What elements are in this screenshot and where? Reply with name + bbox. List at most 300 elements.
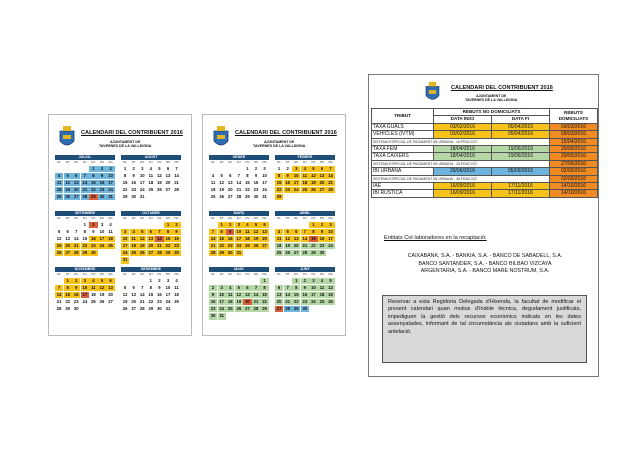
table-row [372, 183, 598, 190]
table-cell: 15/04/2016 [550, 138, 598, 145]
table-cell: TAXA GUALS [372, 123, 434, 130]
calendar-day: 6 [318, 166, 326, 172]
calendar-day: 5 [235, 285, 243, 291]
weekday-label: DC [140, 272, 145, 276]
calendar-day: 25 [227, 306, 233, 312]
calendar-day: 22 [245, 187, 250, 193]
calendar-day: 14 [236, 179, 242, 185]
month-title: AGOST [121, 155, 181, 160]
calendar-day: 19 [285, 243, 290, 249]
calendar-day: 11 [210, 179, 216, 185]
calendar-day: 26 [99, 299, 105, 305]
calendar-day: 15 [219, 235, 224, 241]
weekday-label: DG [262, 160, 267, 164]
calendar-day: 24 [165, 299, 171, 305]
calendar-day: 1 [123, 165, 127, 171]
calendar-day: 11 [245, 228, 250, 234]
weekday-label: DG [328, 160, 333, 164]
calendar-day: 19 [56, 243, 62, 249]
table-cell: 03/02/2016 [434, 123, 492, 130]
calendar-day: 12 [56, 235, 62, 241]
weekday-label: DS [254, 216, 258, 220]
calendar-day: 1 [309, 222, 317, 228]
calendar-day: 26 [157, 187, 162, 193]
calendar-day: 18 [319, 291, 325, 297]
calendar-day: 3 [309, 278, 317, 284]
month-title: DESEMBRE [121, 267, 181, 272]
month-calendar [121, 211, 181, 263]
calendar-day: 29 [148, 306, 154, 312]
calendar-day: 13 [73, 179, 79, 185]
calendar-day: 11 [276, 235, 282, 241]
calendar-page-second-half [48, 114, 192, 336]
month-title: MAIG [209, 267, 269, 272]
calendar-day: 11 [131, 235, 136, 241]
calendar-day: 4 [275, 229, 283, 235]
weekday-label: DT [131, 160, 136, 164]
calendar-day: 1 [164, 222, 172, 228]
calendar-day: 12 [157, 172, 162, 178]
calendar-day: 27 [227, 194, 233, 200]
calendar-day: 1 [149, 277, 152, 283]
calendar-day: 29 [311, 250, 316, 256]
calendar-day: 21 [236, 187, 242, 193]
empty-day [155, 222, 163, 228]
weekday-label: DL [57, 272, 61, 276]
calendar-day: 24 [99, 243, 105, 249]
calendar-day: 23 [285, 187, 290, 193]
month-calendar [209, 267, 269, 319]
page-header [55, 119, 185, 157]
table-cell: 14/10/2016 [550, 190, 598, 197]
calendar-day: 28 [82, 194, 88, 200]
table-cell: 16/09/2016 [434, 183, 492, 190]
calendar-day: 30 [253, 194, 259, 200]
calendar-day: 13 [293, 235, 299, 241]
calendar-day: 13 [65, 235, 70, 241]
calendar-day: 6 [132, 284, 135, 290]
weekday-label: DL [211, 160, 215, 164]
calendar-day: 5 [309, 166, 317, 172]
calendar-day: 31 [108, 194, 113, 200]
calendar-day: 28 [210, 250, 216, 256]
table-row [372, 160, 598, 167]
calendar-day: 17 [219, 299, 224, 305]
empty-day [226, 166, 234, 172]
calendar-day: 8 [83, 228, 86, 234]
empty-day [226, 278, 234, 284]
calendar-day: 19 [99, 291, 105, 297]
weekday-label: DS [254, 160, 258, 164]
calendar-day: 25 [91, 299, 96, 305]
calendar-day: 22 [82, 243, 88, 249]
calendar-day: 12 [139, 235, 145, 241]
calendar-day: 3 [141, 165, 144, 171]
calendar-day: 12 [122, 291, 128, 297]
calendar-day: 8 [218, 229, 226, 235]
table-cell: 18/04/2016 [434, 153, 492, 160]
calendar-day: 31 [165, 306, 171, 312]
bank-line: BANCO SANTANDER, S.A. - BANCO BILBAO VIZCAYA [418, 260, 552, 267]
table-cell: 19/06/2016 [491, 153, 549, 160]
month-title: JULIOL [55, 155, 115, 160]
empty-day [209, 166, 217, 172]
calendar-day: 13 [319, 172, 325, 178]
calendar-day: 15 [262, 291, 267, 297]
empty-day [301, 222, 309, 228]
weekday-label: DC [74, 272, 79, 276]
calendar-day: 29 [293, 306, 299, 312]
calendar-day: 4 [175, 277, 178, 283]
calendar-day: 23 [99, 187, 105, 193]
calendar-day: 15 [245, 179, 250, 185]
calendar-day: 12 [65, 179, 70, 185]
empty-day [209, 222, 217, 228]
calendar-day: 19 [219, 187, 224, 193]
calendar-day: 25 [276, 250, 282, 256]
calendar-day: 25 [148, 187, 154, 193]
month-calendar [209, 211, 269, 263]
weekday-label: DL [211, 272, 215, 276]
weekday-label: DG [328, 216, 333, 220]
weekday-label: DJ [149, 160, 153, 164]
month-calendar [55, 267, 115, 319]
weekday-label: DC [294, 272, 299, 276]
month-calendar [275, 155, 335, 207]
calendar-day: 10 [99, 228, 105, 234]
empty-day [147, 222, 155, 228]
calendar-day: 29 [165, 250, 171, 256]
calendar-day: 6 [292, 229, 300, 235]
calendar-day: 26 [139, 250, 145, 256]
empty-day [284, 222, 292, 228]
calendar-day: 5 [158, 165, 161, 171]
table-cell: 17/11/2016 [491, 190, 549, 197]
table-row [372, 168, 598, 175]
calendar-day: 10 [293, 172, 299, 178]
weekday-label: DL [123, 160, 127, 164]
empty-day [55, 166, 63, 172]
calendar-day: 4 [318, 278, 326, 284]
calendar-day: 10 [262, 172, 267, 178]
calendar-day: 28 [236, 194, 242, 200]
weekday-label: DC [294, 216, 299, 220]
calendar-day: 14 [328, 172, 333, 178]
table-row [372, 131, 598, 138]
weekday-label: DC [74, 160, 79, 164]
calendar-day: 4 [89, 278, 97, 284]
calendar-day: 1 [218, 222, 226, 228]
calendar-day: 16 [227, 235, 233, 241]
weekday-label: DG [174, 272, 179, 276]
calendar-day: 9 [301, 285, 309, 291]
calendar-day: 19 [311, 179, 316, 185]
calendar-day: 22 [165, 243, 171, 249]
calendar-day: 31 [262, 194, 267, 200]
calendar-day: 5 [252, 222, 260, 228]
calendar-day: 11 [302, 172, 308, 178]
calendar-day: 29 [65, 306, 70, 312]
calendar-day: 3 [166, 277, 170, 283]
calendar-day: 20 [73, 187, 79, 193]
empty-day [81, 166, 89, 172]
calendar-day: 31 [122, 257, 128, 263]
calendar-day: 17 [293, 179, 299, 185]
calendar-day: 14 [174, 172, 179, 178]
calendar-day: 2 [286, 165, 289, 171]
calendar-day: 1 [89, 166, 97, 172]
coat-of-arms-icon [58, 125, 76, 149]
tax-schedule-table [371, 108, 598, 198]
weekday-label: DV [311, 272, 316, 276]
calendar-day: 20 [108, 291, 113, 297]
calendar-day: 5 [123, 284, 127, 290]
calendar-day: 4 [226, 285, 234, 291]
weekday-label: DL [57, 216, 61, 220]
calendar-day: 30 [157, 306, 162, 312]
empty-day [275, 222, 283, 228]
calendar-day: 24 [139, 187, 145, 193]
calendar-day: 27 [319, 187, 325, 193]
calendar-day: 13 [262, 228, 267, 234]
weekday-label: DT [131, 272, 136, 276]
calendar-day: 28 [328, 187, 333, 193]
calendar-day: 2 [254, 165, 258, 171]
calendar-day: 1 [260, 278, 268, 284]
calendar-day: 9 [254, 172, 258, 178]
calendar-day: 26 [56, 250, 62, 256]
calendar-day: 7 [326, 166, 334, 172]
empty-day [130, 278, 138, 284]
page-header [369, 75, 598, 107]
calendar-day: 23 [227, 243, 233, 249]
weekday-label: DC [228, 160, 233, 164]
table-cell: 09/03/2016 [550, 131, 598, 138]
calendar-day: 6 [260, 222, 268, 228]
calendar-day: 29 [91, 194, 96, 200]
table-cell: 17/11/2016 [491, 183, 549, 190]
weekday-label: DV [91, 160, 96, 164]
table-cell: 05/04/2016 [491, 131, 549, 138]
calendar-day: 7 [75, 228, 78, 234]
calendar-day: 19 [236, 299, 242, 305]
weekday-label: DJ [303, 272, 307, 276]
page-subtitle [465, 94, 517, 103]
weekday-label: DS [166, 216, 170, 220]
weekday-label: DJ [237, 160, 241, 164]
calendar-day: 21 [253, 299, 259, 305]
month-grid [121, 273, 181, 312]
empty-day [55, 278, 63, 284]
calendar-day: 1 [64, 278, 72, 284]
table-row [372, 190, 598, 197]
calendar-day: 24 [328, 243, 333, 249]
weekday-label: DV [91, 272, 96, 276]
calendar-day: 14 [73, 235, 79, 241]
calendar-day: 10 [219, 291, 224, 297]
subtitle-line-1: AJUNTAMENT DE [263, 140, 295, 144]
calendar-day: 20 [319, 179, 325, 185]
calendar-day: 10 [139, 172, 145, 178]
weekday-label: DT [219, 272, 224, 276]
calendar-day: 11 [319, 284, 325, 290]
subtitle-line-1: AJUNTAMENT DE [475, 94, 507, 98]
weekday-label: DJ [237, 216, 241, 220]
month-title: FEBRER [275, 155, 335, 160]
calendar-day: 13 [148, 235, 154, 241]
calendar-day: 22 [65, 299, 70, 305]
weekday-label: DT [219, 216, 224, 220]
calendar-day: 10 [328, 228, 333, 234]
calendar-day: 7 [141, 284, 144, 290]
empty-day [235, 166, 243, 172]
calendar-day: 10 [82, 284, 88, 290]
weekday-label: DS [166, 160, 170, 164]
table-cell: 19/06/2016 [491, 146, 549, 153]
empty-day [292, 222, 300, 228]
calendar-day: 19 [65, 187, 70, 193]
weekday-label: DT [285, 216, 290, 220]
calendar-day: 21 [56, 299, 62, 305]
calendar-day: 16 [319, 235, 325, 241]
calendar-day: 23 [131, 187, 136, 193]
calendar-day: 7 [252, 285, 260, 291]
calendar-day: 9 [318, 229, 326, 235]
weekday-label: DV [157, 160, 162, 164]
calendar-day: 9 [92, 228, 95, 234]
calendar-day: 7 [237, 172, 240, 178]
month-grid [55, 161, 115, 200]
weekday-label: DJ [237, 272, 241, 276]
calendar-day: 14 [285, 291, 290, 297]
calendar-day: 12 [99, 284, 105, 290]
calendar-day: 23 [73, 299, 79, 305]
calendar-day: 5 [57, 228, 61, 234]
calendar-day: 10 [108, 172, 113, 178]
weekday-label: DG [108, 216, 113, 220]
calendar-day: 24 [293, 187, 299, 193]
calendar-day: 22 [262, 299, 267, 305]
calendar-day: 27 [293, 250, 299, 256]
month-grid [209, 217, 269, 256]
tax-info-page [368, 74, 599, 377]
calendar-day: 27 [148, 250, 154, 256]
header-domiciliats: REBUTS DOMICILIATS [550, 109, 598, 124]
calendar-day: 2 [132, 165, 135, 171]
calendar-day: 28 [157, 250, 162, 256]
empty-day [252, 278, 260, 284]
calendar-day: 25 [56, 194, 62, 200]
calendar-day: 21 [174, 179, 179, 185]
calendar-day: 11 [108, 228, 113, 234]
calendar-day: 9 [284, 173, 292, 179]
table-cell: IBI RÚSTICA [372, 190, 434, 197]
calendar-day: 21 [328, 179, 333, 185]
weekday-label: DG [174, 160, 179, 164]
weekday-label: DV [245, 216, 250, 220]
weekday-label: DJ [149, 216, 153, 220]
calendar-day: 25 [319, 299, 325, 305]
month-title: SETEMBRE [55, 211, 115, 216]
table-cell: 05/04/2016 [491, 123, 549, 130]
calendar-day: 12 [311, 172, 316, 178]
subtitle-line-1: AJUNTAMENT DE [109, 140, 141, 144]
weekday-label: DL [123, 272, 127, 276]
empty-day [64, 222, 72, 228]
calendar-day: 8 [123, 172, 127, 178]
calendar-day: 18 [131, 243, 136, 249]
calendar-day: 9 [132, 172, 135, 178]
calendar-day: 4 [149, 165, 152, 171]
calendar-day: 22 [122, 187, 128, 193]
calendar-day: 15 [122, 179, 128, 185]
weekday-label: DT [65, 216, 70, 220]
calendar-day: 8 [164, 229, 172, 235]
weekday-label: DG [174, 216, 179, 220]
calendar-day: 7 [175, 165, 178, 171]
calendar-day: 7 [55, 285, 63, 291]
calendar-day: 10 [165, 284, 171, 290]
coat-of-arms-icon [212, 125, 230, 149]
weekday-label: DT [285, 272, 290, 276]
weekday-label: DV [157, 216, 162, 220]
calendar-day: 23 [91, 243, 96, 249]
calendar-day: 24 [108, 187, 113, 193]
calendar-day: 17 [108, 179, 113, 185]
calendar-day: 16 [157, 291, 162, 297]
calendar-day: 5 [64, 173, 72, 179]
calendar-day: 31 [219, 313, 224, 319]
calendar-day: 27 [108, 299, 113, 305]
calendar-day: 12 [236, 291, 242, 297]
month-calendar [275, 267, 335, 319]
calendar-day: 26 [122, 306, 128, 312]
table-header-row [372, 109, 598, 116]
calendar-day: 3 [106, 166, 114, 172]
calendar-day: 5 [138, 229, 146, 235]
calendar-day: 15 [165, 235, 171, 241]
calendar-day: 30 [302, 306, 308, 312]
calendar-day: 16 [174, 235, 179, 241]
calendar-day: 14 [139, 291, 145, 297]
coat-of-arms-icon [424, 81, 441, 103]
calendar-day: 18 [302, 179, 308, 185]
table-cell: 14/10/2016 [550, 183, 598, 190]
empty-day [209, 278, 217, 284]
calendar-day: 12 [328, 284, 333, 290]
table-cell: SISTEMA ESPECIAL DE PAGAMENT IBI URBANA - 3A FRACCIÓ [372, 175, 550, 182]
table-cell: 05/09/2016 [491, 168, 549, 175]
calendar-day: 15 [148, 291, 154, 297]
calendar-day: 8 [149, 284, 152, 290]
calendar-day: 23 [210, 306, 216, 312]
month-grid [55, 273, 115, 312]
empty-day [55, 222, 63, 228]
bank-line: ARGENTARIA, S.A. - BANCO MARE NOSTRUM, S.A. [420, 268, 550, 275]
calendar-day: 17 [122, 243, 128, 249]
calendar-day: 13 [108, 284, 113, 290]
calendar-day: 10 [122, 235, 128, 241]
calendar-day: 14 [210, 235, 216, 241]
calendar-day: 19 [139, 243, 145, 249]
calendar-day: 14 [56, 291, 62, 297]
calendar-day: 1 [277, 165, 281, 171]
calendar-day: 21 [285, 299, 290, 305]
calendar-day: 30 [210, 313, 216, 319]
calendar-day: 17 [165, 291, 171, 297]
calendar-day: 20 [148, 243, 154, 249]
calendar-day: 3 [326, 222, 334, 228]
